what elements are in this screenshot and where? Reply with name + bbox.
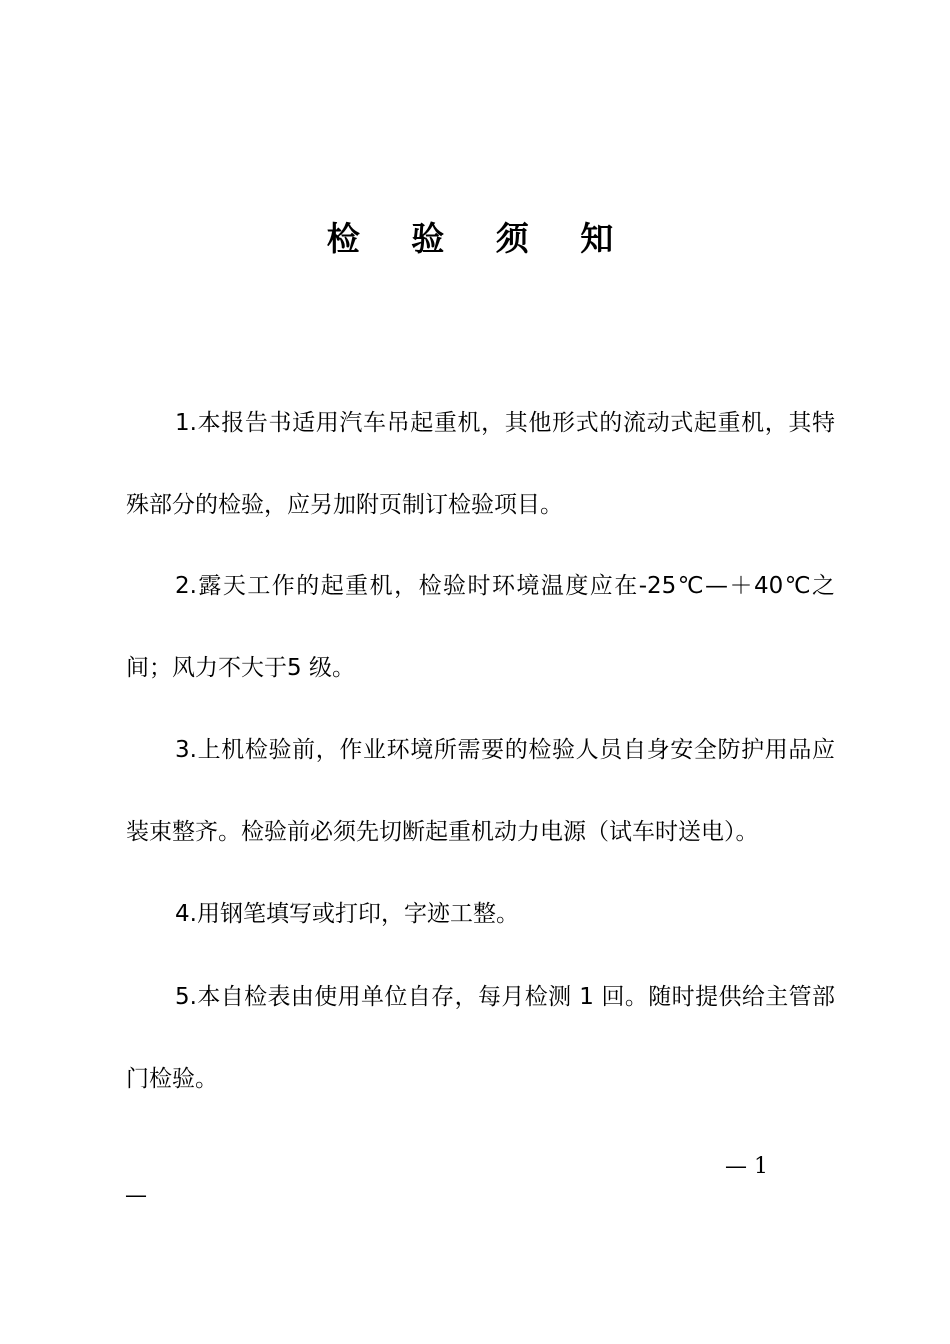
paragraph-5-line-1: 5.本自检表由使用单位自存，每月检测 1 回。随时提供给主管部 [175, 984, 835, 1010]
paragraph-2-line-1: 2.露天工作的起重机，检验时环境温度应在-25℃—＋40℃之 [175, 573, 835, 599]
paragraph-5-line-2: 门检验。 [126, 1066, 218, 1092]
paragraph-1-line-2: 殊部分的检验，应另加附页制订检验项目。 [126, 492, 563, 518]
paragraph-1-line-1: 1.本报告书适用汽车吊起重机，其他形式的流动式起重机，其特 [175, 410, 835, 436]
paragraph-4-line-1: 4.用钢笔填写或打印，字迹工整。 [175, 901, 519, 927]
paragraph-3-line-2: 装束整齐。检验前必须先切断起重机动力电源（试车时送电）。 [126, 819, 759, 845]
paragraph-2-line-2: 间；风力不大于5 级。 [126, 655, 355, 681]
page-number: — 1 [725, 1154, 768, 1179]
paragraph-3-line-1: 3.上机检验前，作业环境所需要的检验人员自身安全防护用品应 [175, 737, 835, 763]
page-number-dash: — [125, 1183, 147, 1208]
document-title: 检 验 须 知 [326, 219, 634, 258]
